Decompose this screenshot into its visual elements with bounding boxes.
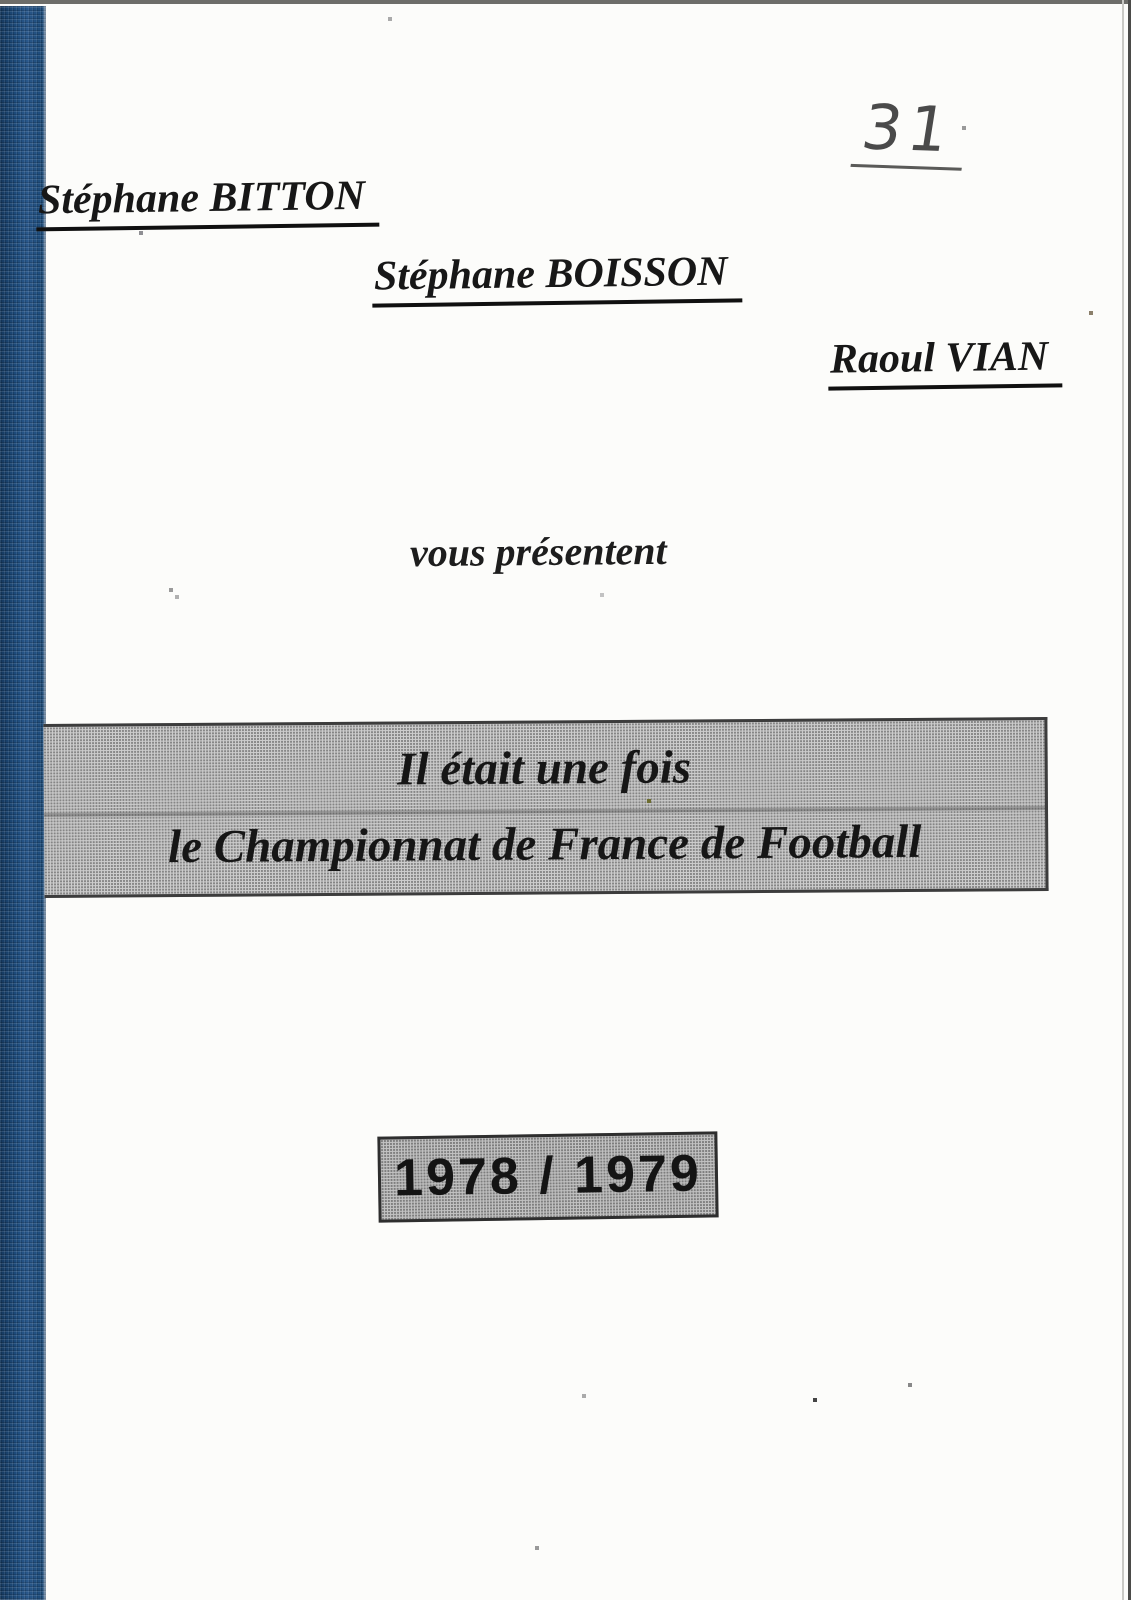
title-banner	[43, 717, 1048, 898]
presenter-line: vous présentent	[409, 527, 667, 576]
season-year-box	[377, 1131, 718, 1222]
author-name-boisson	[372, 249, 742, 307]
title-line-1: Il était une fois	[397, 741, 692, 796]
scan-top-edge-line	[0, 0, 1131, 4]
handwritten-page-number	[850, 90, 972, 171]
season-year-text: 1978 / 1979	[393, 1144, 703, 1208]
scan-specks	[0, 0, 2, 2]
author-name-text: Stéphane BITTON	[36, 174, 380, 232]
page-number-text: 31	[850, 96, 972, 171]
scan-right-faint-line	[1122, 0, 1124, 1600]
author-name-text: Raoul VIAN	[828, 334, 1063, 390]
blue-cloth-binding-strip	[0, 6, 46, 1600]
author-name-vian	[828, 334, 1063, 390]
title-line-2: le Championnat de France de Football	[167, 815, 922, 874]
author-name-text: Stéphane BOISSON	[372, 249, 742, 307]
author-name-bitton	[36, 174, 380, 232]
